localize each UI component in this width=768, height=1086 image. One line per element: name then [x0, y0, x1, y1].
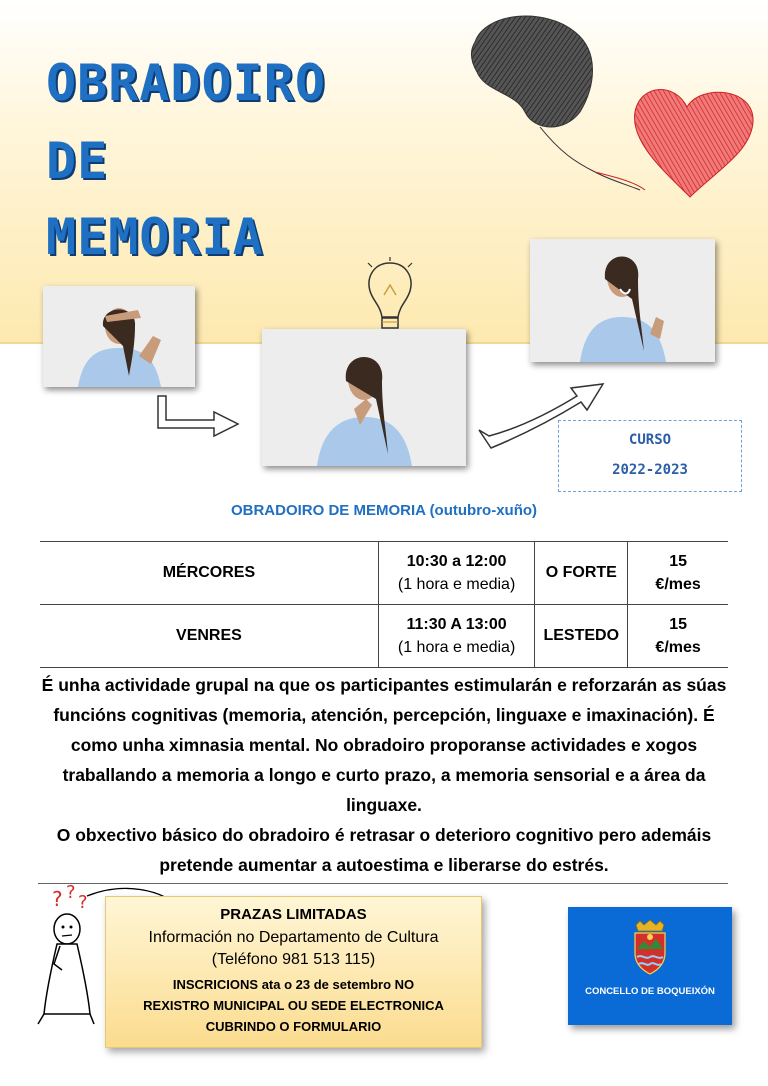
- schedule-price-cell: [628, 605, 728, 668]
- heart-balloon-icon: [635, 90, 754, 197]
- info-title: PRAZAS LIMITADAS: [220, 906, 367, 923]
- title-line-3: MEMORIA: [46, 208, 264, 266]
- svg-text:?: ?: [78, 892, 88, 913]
- photo-thinking-woman: [262, 329, 466, 466]
- title-line-2: DE: [46, 132, 109, 190]
- brain-heart-balloons-illustration: [465, 12, 765, 202]
- logo-text: CONCELLO DE BOQUEIXÓN: [585, 986, 715, 997]
- schedule-price-amount: 15: [669, 552, 688, 570]
- title-line-1: OBRADOIRO: [46, 54, 326, 112]
- description-paragraph-1: É unha actividade grupal na que os participantes estimularán e reforzarán as súas funcións cognitivas (memoria, atención, percepción, linguaxe e imaxinación). É como unha ximnasia mental. No obradoiro proporanse actividades e xogos traballando a memoria a longo e curto prazo, a memoria sensorial e a área da linguaxe.: [41, 675, 727, 815]
- schedule-price-unit: €/mes: [655, 576, 701, 593]
- brain-balloon-icon: [471, 16, 592, 127]
- schedule-duration: (1 hora e media): [397, 639, 516, 656]
- municipality-logo: [568, 907, 732, 1025]
- schedule-day: VENRES: [40, 605, 378, 668]
- course-year-box: [558, 420, 742, 492]
- schedule-time-cell: [378, 605, 534, 668]
- table-row: [40, 605, 728, 668]
- schedule-duration: (1 hora e media): [397, 576, 516, 593]
- schedule-price-unit: €/mes: [655, 639, 701, 656]
- schedule-table: [40, 541, 728, 668]
- schedule-time-cell: [378, 542, 534, 605]
- info-registration-1: INSCRICIONS ata o 23 de setembro NO: [172, 977, 415, 992]
- course-label: CURSO: [628, 432, 672, 448]
- schedule-price-amount: 15: [669, 615, 688, 633]
- arrow-right-icon: [152, 392, 244, 444]
- info-registration-3: CUBRINDO O FORMULARIO: [205, 1019, 382, 1034]
- schedule-day: MÉRCORES: [40, 542, 378, 605]
- course-year: 2022-2023: [612, 462, 688, 478]
- schedule-place: LESTEDO: [535, 605, 628, 668]
- photo-worried-woman: [43, 286, 195, 387]
- coat-of-arms-icon: [630, 919, 670, 975]
- schedule-place: O FORTE: [535, 542, 628, 605]
- registration-info-box: [105, 896, 482, 1048]
- svg-text:?: ?: [66, 884, 76, 903]
- lightbulb-icon: [360, 255, 420, 340]
- svg-text:?: ?: [52, 887, 63, 911]
- info-department: Información no Departamento de Cultura: [148, 929, 439, 946]
- info-phone: (Teléfono 981 513 115): [211, 951, 376, 968]
- table-row: [40, 542, 728, 605]
- schedule-price-cell: [628, 542, 728, 605]
- description: [30, 670, 738, 880]
- schedule-time: 11:30 A 13:00: [406, 615, 507, 633]
- schedule-time: 10:30 a 12:00: [406, 552, 507, 570]
- description-paragraph-2: O obxectivo básico do obradoiro é retrasar o deterioro cognitivo pero ademáis pretende aumentar a autoestima e liberarse do estrés.: [56, 825, 712, 875]
- schedule-subtitle: OBRADOIRO DE MEMORIA (outubro-xuño): [230, 502, 538, 519]
- info-registration-2: REXISTRO MUNICIPAL OU SEDE ELECTRONICA: [143, 998, 444, 1013]
- photo-confident-woman: [530, 239, 715, 362]
